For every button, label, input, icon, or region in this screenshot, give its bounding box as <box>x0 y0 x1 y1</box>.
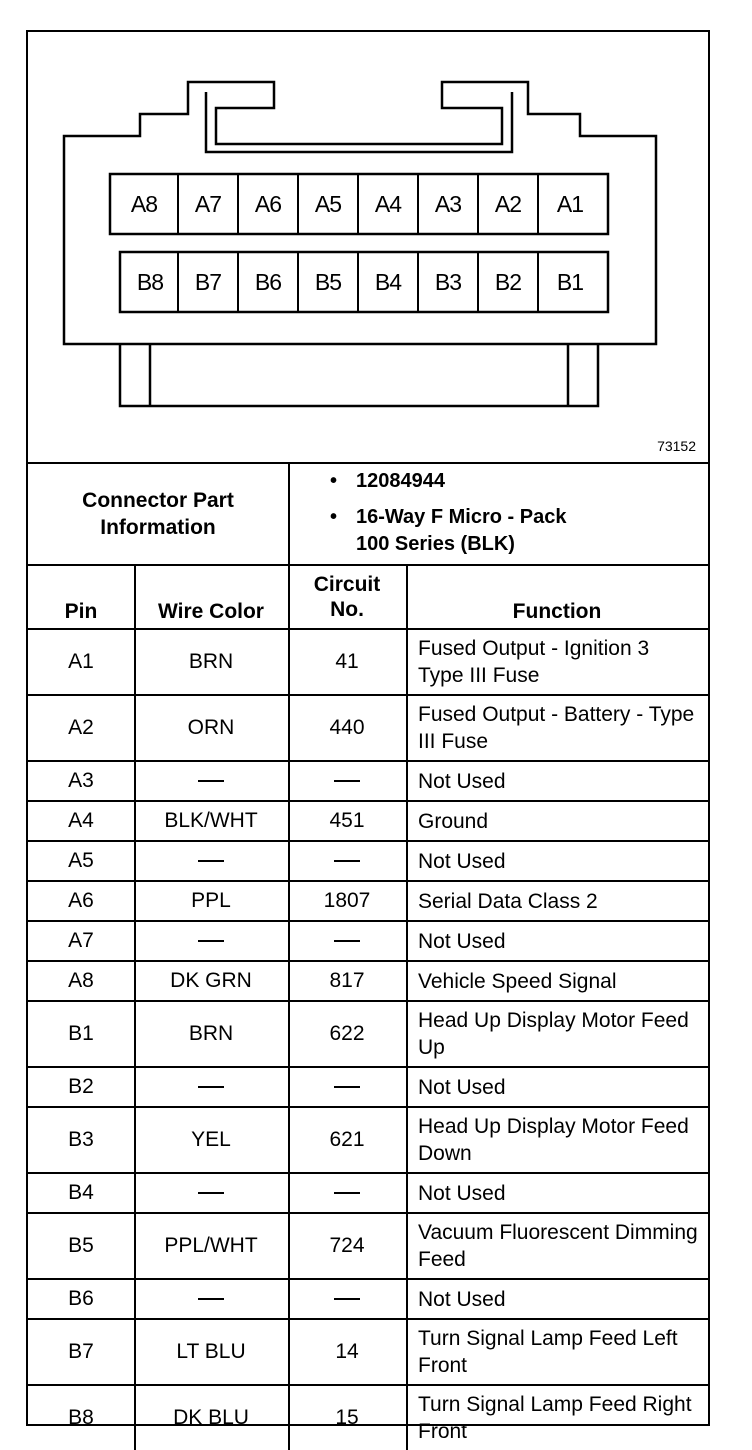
header-circuit-number <box>288 566 406 628</box>
table-cell-pin: B4 <box>68 1181 94 1204</box>
table-cell-circuit <box>288 1174 406 1212</box>
table-cell-wire-color: DK BLU <box>173 1406 249 1429</box>
pin-label-b6: B6 <box>254 268 282 295</box>
table-cell-wire-color <box>134 762 288 800</box>
table-cell-function: Not Used <box>418 1287 506 1311</box>
dash-mark <box>198 1192 224 1194</box>
table-cell-circuit: 440 <box>329 716 365 739</box>
pin-label-a8: A8 <box>130 190 158 217</box>
pin-label-a5: A5 <box>314 190 342 217</box>
table-cell-wire-color: PPL/WHT <box>164 1234 258 1257</box>
dash-mark <box>334 1086 360 1088</box>
table-cell-pin: B8 <box>68 1406 94 1429</box>
table-cell-circuit: 451 <box>329 809 365 832</box>
pin-label-a4: A4 <box>374 190 402 217</box>
dash-mark <box>198 860 224 862</box>
table-cell-wire-color: ORN <box>187 716 235 739</box>
table-cell-wire-color <box>134 1174 288 1212</box>
pin-label-b5: B5 <box>314 268 342 295</box>
pin-label-b2: B2 <box>494 268 522 295</box>
header-wire-color: Wire Color <box>158 600 264 623</box>
pin-label-b4: B4 <box>374 268 402 295</box>
bullet-icon: • <box>330 470 338 492</box>
table-cell-wire-color: BRN <box>188 650 234 673</box>
dash-mark <box>334 1192 360 1194</box>
header-circuit-line2: No. <box>330 598 364 621</box>
dash-mark <box>334 780 360 782</box>
table-cell-pin: A1 <box>68 650 94 673</box>
table-cell-pin: A7 <box>68 929 94 952</box>
table-cell-pin: B1 <box>68 1022 94 1045</box>
table-cell-circuit: 41 <box>335 650 359 673</box>
pin-label-b8: B8 <box>136 268 164 295</box>
table-cell-wire-color <box>134 842 288 880</box>
header-circuit-line1: Circuit <box>313 573 381 596</box>
connector-diagram <box>28 32 708 464</box>
connector-outline <box>28 32 708 464</box>
dash-mark <box>198 1298 224 1300</box>
table-cell-circuit: 622 <box>329 1022 365 1045</box>
table-cell-function: Vehicle Speed Signal <box>418 969 617 993</box>
table-cell-function: Not Used <box>418 849 506 873</box>
divider <box>288 464 290 564</box>
table-cell-wire-color: BRN <box>188 1022 234 1045</box>
table-cell-function: Turn Signal Lamp Feed Left Front <box>418 1327 678 1377</box>
table-cell-pin: A4 <box>68 809 94 832</box>
dash-mark <box>198 780 224 782</box>
bullet-icon: • <box>330 506 338 528</box>
connector-part-label: Connector Part Information <box>82 489 234 539</box>
table-cell-function: Fused Output - Ignition 3 Type III Fuse <box>418 637 650 687</box>
table-cell-circuit: 817 <box>329 969 365 992</box>
dash-mark <box>198 940 224 942</box>
table-cell-pin: A6 <box>68 889 94 912</box>
table-cell-function: Not Used <box>418 929 506 953</box>
table-cell-function: Not Used <box>418 769 506 793</box>
table-cell-wire-color <box>134 1068 288 1106</box>
table-cell-circuit <box>288 922 406 960</box>
dash-mark <box>198 1086 224 1088</box>
diagram-reference-number: 73152 <box>657 438 696 454</box>
connector-description-line2: 100 Series (BLK) <box>356 533 515 555</box>
table-cell-wire-color: YEL <box>191 1128 231 1151</box>
table-cell-function: Not Used <box>418 1075 506 1099</box>
table-cell-pin: A5 <box>68 849 94 872</box>
table-cell-circuit: 1807 <box>323 889 371 912</box>
pin-label-a3: A3 <box>434 190 462 217</box>
table-cell-pin: B5 <box>68 1234 94 1257</box>
part-number: 12084944 <box>356 470 445 492</box>
header-pin: Pin <box>64 600 98 623</box>
table-cell-function: Serial Data Class 2 <box>418 889 598 913</box>
connector-description-line1: 16-Way F Micro - Pack <box>356 506 567 528</box>
table-cell-pin: B7 <box>68 1340 94 1363</box>
table-cell-pin: B6 <box>68 1287 94 1310</box>
table-cell-circuit <box>288 762 406 800</box>
table-cell-pin: A8 <box>68 969 94 992</box>
connector-sheet <box>26 30 710 1443</box>
pin-label-a1: A1 <box>556 190 584 217</box>
dash-mark <box>334 1298 360 1300</box>
table-cell-circuit: 15 <box>335 1406 359 1429</box>
divider <box>406 566 408 1450</box>
table-cell-pin: B2 <box>68 1075 94 1098</box>
divider <box>134 566 136 1450</box>
table-cell-wire-color <box>134 922 288 960</box>
table-cell-circuit <box>288 1280 406 1318</box>
pin-label-a7: A7 <box>194 190 222 217</box>
pin-label-b3: B3 <box>434 268 462 295</box>
divider <box>288 566 290 1450</box>
header-function: Function <box>512 600 602 623</box>
table-cell-function: Ground <box>418 809 489 833</box>
table-cell-wire-color <box>134 1280 288 1318</box>
pin-label-a2: A2 <box>494 190 522 217</box>
pin-label-b1: B1 <box>556 268 584 295</box>
table-cell-circuit: 621 <box>329 1128 365 1151</box>
dash-mark <box>334 860 360 862</box>
dash-mark <box>334 940 360 942</box>
table-cell-wire-color: PPL <box>191 889 231 912</box>
table-cell-wire-color: DK GRN <box>170 969 252 992</box>
table-cell-circuit: 14 <box>335 1340 359 1363</box>
table-cell-function: Head Up Display Motor Feed Down <box>418 1115 689 1165</box>
table-cell-wire-color: BLK/WHT <box>164 809 258 832</box>
table-cell-circuit: 724 <box>329 1234 365 1257</box>
table-cell-function: Not Used <box>418 1181 506 1205</box>
table-cell-pin: A3 <box>68 769 94 792</box>
table-cell-circuit <box>288 1068 406 1106</box>
table-cell-function: Vacuum Fluorescent Dimming Feed <box>418 1221 698 1271</box>
table-cell-pin: B3 <box>68 1128 94 1151</box>
table-cell-function: Head Up Display Motor Feed Up <box>418 1009 689 1059</box>
table-cell-circuit <box>288 842 406 880</box>
table-cell-function: Turn Signal Lamp Feed Right Front <box>418 1393 692 1443</box>
pin-label-b7: B7 <box>194 268 222 295</box>
table-cell-function: Fused Output - Battery - Type III Fuse <box>418 703 695 753</box>
pin-label-a6: A6 <box>254 190 282 217</box>
table-cell-wire-color: LT BLU <box>176 1340 246 1363</box>
table-cell-pin: A2 <box>68 716 94 739</box>
